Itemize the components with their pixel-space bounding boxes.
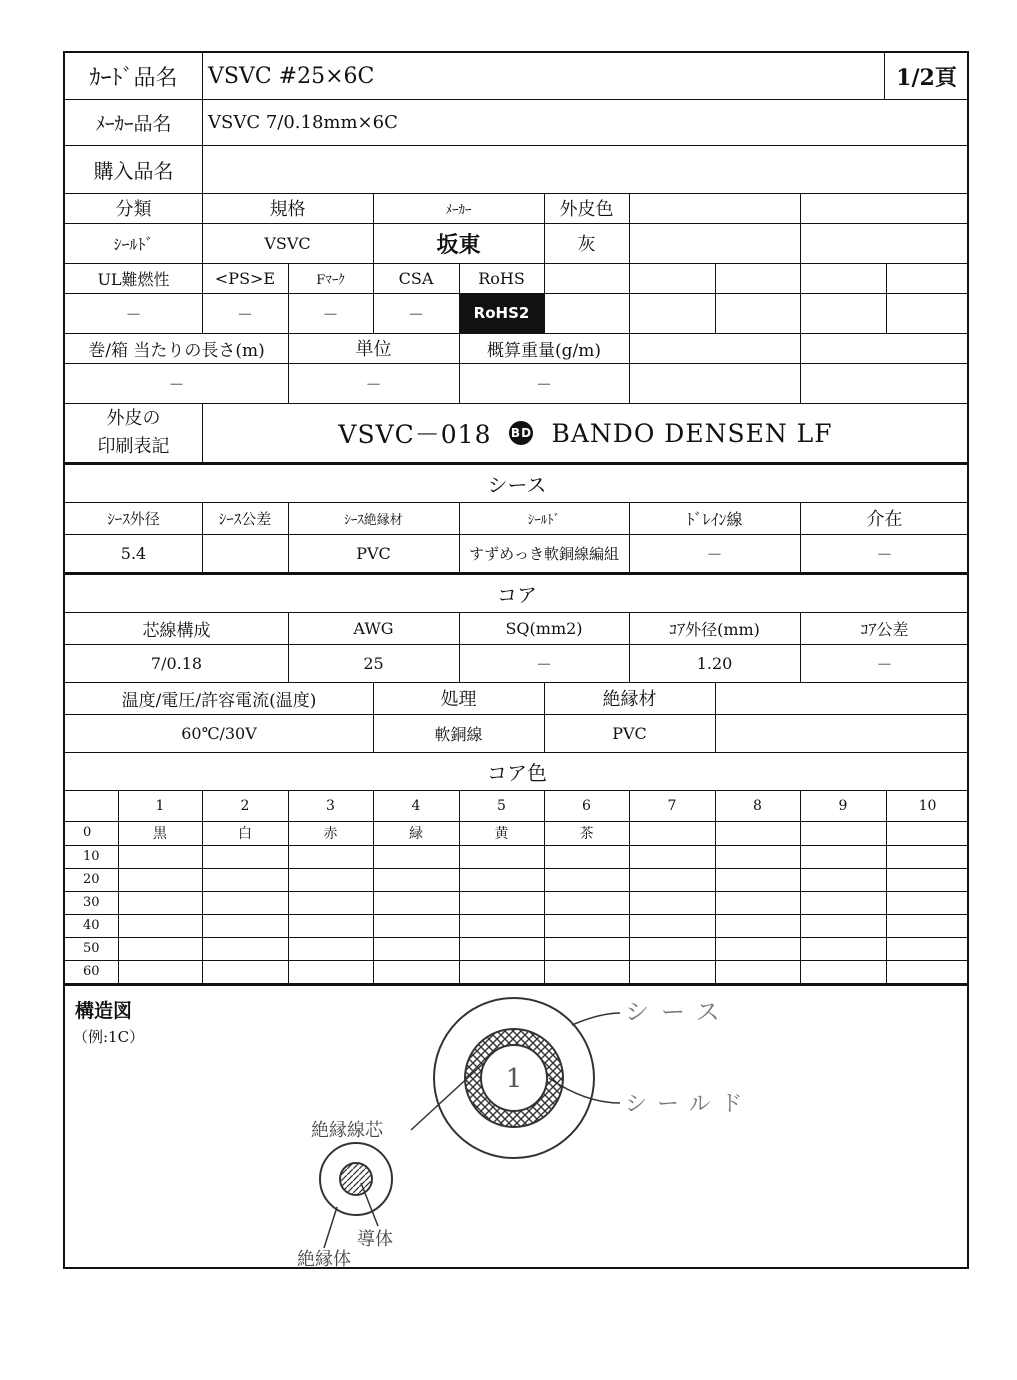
color-cell bbox=[288, 937, 373, 960]
grid-line bbox=[459, 612, 460, 682]
color-cell bbox=[202, 868, 288, 891]
label-insulator: 絶縁体 bbox=[297, 1249, 351, 1269]
color-cell bbox=[886, 914, 969, 937]
color-cell bbox=[544, 891, 629, 914]
cert-header-ul: UL難燃性 bbox=[97, 269, 170, 289]
sheath-header-drain: ﾄﾞﾚｲﾝ線 bbox=[686, 509, 743, 529]
color-cell bbox=[459, 914, 544, 937]
color-cell bbox=[118, 891, 202, 914]
label-conductor: 導体 bbox=[357, 1229, 393, 1250]
core-header-od: ｺｱ外径(mm) bbox=[669, 619, 760, 639]
core-header-rating: 温度/電圧/許容電流(温度) bbox=[121, 690, 317, 711]
color-cell bbox=[886, 868, 969, 891]
grid-line bbox=[288, 790, 289, 984]
color-cell bbox=[800, 914, 886, 937]
sheath-value-filler: － bbox=[876, 544, 893, 564]
color-cell bbox=[800, 891, 886, 914]
grid-line bbox=[202, 53, 203, 99]
grid-line bbox=[202, 502, 203, 573]
class-header-color: 外皮色 bbox=[559, 199, 614, 220]
grid-line bbox=[715, 263, 716, 333]
grid-line bbox=[800, 612, 801, 682]
color-col-header: 3 bbox=[326, 797, 335, 814]
card-name-label: ｶｰﾄﾞ品名 bbox=[89, 65, 178, 91]
color-cell bbox=[373, 937, 459, 960]
core-value-strand: 7/0.18 bbox=[150, 653, 203, 673]
color-row-label: 30 bbox=[83, 895, 100, 910]
color-row-label: 60 bbox=[83, 964, 100, 979]
color-cell bbox=[800, 868, 886, 891]
grid-line bbox=[800, 263, 801, 333]
color-row-label: 0 bbox=[83, 825, 92, 840]
roll-value-weight: － bbox=[535, 374, 552, 394]
sheath-header-od: ｼｰｽ外径 bbox=[107, 509, 160, 528]
maker-name-label: ﾒｰｶｰ品名 bbox=[95, 112, 172, 135]
structure-diagram bbox=[65, 983, 969, 1269]
grid-line bbox=[65, 682, 969, 683]
grid-line bbox=[544, 790, 545, 984]
grid-line bbox=[65, 145, 969, 146]
color-cell bbox=[886, 845, 969, 868]
color-col-header: 4 bbox=[411, 797, 421, 814]
color-cell bbox=[288, 914, 373, 937]
sheath-header-insulation: ｼｰｽ絶縁材 bbox=[344, 512, 403, 528]
color-cell bbox=[202, 891, 288, 914]
roll-header-weight: 概算重量(g/m) bbox=[487, 340, 601, 361]
cert-value-ul: － bbox=[125, 304, 142, 324]
class-value-color: 灰 bbox=[577, 234, 596, 255]
grid-line bbox=[65, 891, 969, 892]
grid-line bbox=[544, 263, 545, 333]
print-label-line1: 外皮の bbox=[106, 408, 161, 429]
roll-header-length: 巻/箱 当たりの長さ(m) bbox=[88, 340, 265, 361]
print-label bbox=[65, 403, 202, 463]
color-cell bbox=[118, 914, 202, 937]
core-header-insulation: 絶縁材 bbox=[602, 689, 657, 710]
core-header-tol: ｺｱ公差 bbox=[860, 619, 909, 639]
core-value-rating: 60℃/30V bbox=[181, 723, 257, 743]
sheath-value-od: 5.4 bbox=[120, 543, 147, 563]
color-cell bbox=[544, 937, 629, 960]
color-cell bbox=[715, 914, 800, 937]
purchase-name-label: 購入品名 bbox=[93, 158, 174, 183]
conductor-circle bbox=[340, 1163, 372, 1195]
grid-line bbox=[288, 333, 289, 403]
grid-line bbox=[373, 682, 374, 752]
color-cell bbox=[118, 868, 202, 891]
grid-line bbox=[65, 263, 969, 264]
roll-header-unit: 単位 bbox=[355, 339, 392, 360]
class-value-standard: VSVC bbox=[264, 233, 311, 253]
cable-cross-section bbox=[434, 998, 594, 1158]
grid-line bbox=[65, 293, 969, 294]
core-section-title: コア bbox=[497, 582, 537, 607]
class-header-standard: 規格 bbox=[269, 199, 306, 220]
grid-line bbox=[65, 333, 969, 334]
grid-line bbox=[715, 682, 716, 752]
grid-line bbox=[65, 612, 969, 613]
page-number: 1/2頁 bbox=[896, 64, 957, 91]
color-cell bbox=[202, 937, 288, 960]
color-col-header: 10 bbox=[918, 797, 937, 814]
grid-line bbox=[629, 790, 630, 984]
core-header-sq: SQ(mm2) bbox=[505, 618, 583, 638]
class-header-category: 分類 bbox=[115, 199, 152, 220]
grid-line bbox=[800, 502, 801, 573]
grid-line bbox=[715, 790, 716, 984]
color-cell bbox=[373, 891, 459, 914]
color-col-header: 6 bbox=[582, 797, 591, 814]
sheath-header-filler: 介在 bbox=[866, 509, 903, 530]
grid-line bbox=[65, 845, 969, 846]
color-cell bbox=[459, 868, 544, 891]
color-cell bbox=[715, 845, 800, 868]
color-col-header: 8 bbox=[753, 797, 762, 814]
spec-sheet bbox=[63, 51, 969, 1269]
color-cell bbox=[202, 960, 288, 983]
color-cell bbox=[886, 960, 969, 983]
grid-line bbox=[202, 403, 203, 463]
color-cell bbox=[459, 845, 544, 868]
core-detail bbox=[320, 1143, 392, 1215]
class-value-maker: 坂東 bbox=[436, 231, 481, 258]
color-cell bbox=[544, 914, 629, 937]
color-cell bbox=[629, 821, 715, 844]
color-cell: 黄 bbox=[494, 825, 509, 842]
print-label-line2: 印刷表記 bbox=[97, 436, 170, 457]
diagram-title: 構造図 bbox=[75, 1000, 133, 1022]
grid-line bbox=[65, 790, 969, 791]
color-cell bbox=[629, 845, 715, 868]
print-text-right: BANDO DENSEN LF bbox=[551, 418, 833, 448]
core-value-treatment: 軟銅線 bbox=[434, 724, 483, 744]
color-col-header: 7 bbox=[667, 797, 677, 814]
grid-line bbox=[629, 193, 630, 263]
cert-value-csa: － bbox=[407, 304, 424, 324]
cert-value-fmark: － bbox=[322, 304, 339, 324]
diagram-example: （例:1C） bbox=[73, 1028, 145, 1046]
sheath-value-insulation: PVC bbox=[356, 543, 391, 563]
color-cell bbox=[886, 821, 969, 844]
label-shield: シールド bbox=[625, 1092, 753, 1117]
color-cell bbox=[288, 960, 373, 983]
grid-line bbox=[800, 333, 801, 403]
grid-line bbox=[202, 99, 203, 193]
color-cell bbox=[800, 960, 886, 983]
grid-line bbox=[65, 644, 969, 645]
color-cell bbox=[715, 868, 800, 891]
maker-name-value: VSVC 7/0.18mm×6C bbox=[208, 111, 398, 133]
print-marking bbox=[202, 403, 969, 463]
core-header-treatment: 処理 bbox=[440, 689, 477, 710]
core-value-awg: 25 bbox=[363, 653, 384, 673]
grid-line bbox=[373, 193, 374, 263]
grid-line bbox=[202, 193, 203, 263]
color-cell bbox=[288, 845, 373, 868]
core-value-sq: － bbox=[535, 654, 552, 674]
grid-line bbox=[202, 790, 203, 984]
color-cell bbox=[373, 868, 459, 891]
label-insulated-core: 絶縁線芯 bbox=[311, 1120, 383, 1141]
grid-line bbox=[629, 502, 630, 573]
color-cell bbox=[459, 960, 544, 983]
color-col-header: 9 bbox=[838, 797, 848, 814]
grid-line bbox=[459, 263, 460, 333]
color-cell bbox=[886, 937, 969, 960]
sheath-value-shield: すずめっき軟銅線編組 bbox=[468, 544, 619, 563]
color-cell: 黒 bbox=[153, 825, 167, 842]
grid-line bbox=[884, 53, 885, 99]
sheath-header-shield: ｼｰﾙﾄﾞ bbox=[527, 512, 561, 528]
class-header-maker: ﾒｰｶｰ bbox=[445, 202, 472, 218]
color-cell: 茶 bbox=[579, 825, 594, 842]
color-cell bbox=[800, 937, 886, 960]
grid-line bbox=[288, 502, 289, 573]
color-cell bbox=[629, 868, 715, 891]
color-cell bbox=[715, 960, 800, 983]
color-cell bbox=[715, 821, 800, 844]
grid-line bbox=[65, 403, 969, 404]
color-col-header: 5 bbox=[497, 797, 506, 814]
grid-line bbox=[65, 983, 969, 986]
core-header-awg: AWG bbox=[353, 618, 394, 638]
grid-line bbox=[544, 193, 545, 263]
card-name-value: VSVC #25×6C bbox=[208, 63, 375, 89]
grid-line bbox=[65, 502, 969, 503]
grid-line bbox=[65, 960, 969, 961]
color-row-label: 10 bbox=[83, 849, 100, 864]
color-cell bbox=[715, 937, 800, 960]
cert-header-fmark: Fﾏｰｸ bbox=[316, 272, 345, 288]
color-cell bbox=[373, 914, 459, 937]
grid-line bbox=[373, 263, 374, 333]
class-value-category: ｼｰﾙﾄﾞ bbox=[113, 234, 154, 254]
core-header-strand: 芯線構成 bbox=[142, 620, 211, 641]
grid-line bbox=[886, 790, 887, 984]
color-cell bbox=[202, 914, 288, 937]
core-color-section-title: コア色 bbox=[487, 760, 547, 785]
sheath-header-tol: ｼｰｽ公差 bbox=[218, 509, 272, 528]
grid-line bbox=[65, 572, 969, 575]
bd-logo-icon: BD bbox=[509, 421, 533, 445]
sheath-value-drain: － bbox=[706, 544, 723, 564]
color-cell: 赤 bbox=[323, 825, 338, 842]
color-cell: 白 bbox=[238, 825, 252, 842]
color-cell bbox=[373, 845, 459, 868]
color-col-header: 1 bbox=[155, 797, 165, 814]
grid-line bbox=[65, 223, 969, 224]
color-cell bbox=[629, 914, 715, 937]
color-row-label: 40 bbox=[83, 918, 100, 933]
cert-value-pse: － bbox=[236, 304, 253, 324]
grid-line bbox=[65, 534, 969, 535]
color-cell bbox=[800, 845, 886, 868]
color-cell bbox=[118, 845, 202, 868]
grid-line bbox=[800, 790, 801, 984]
core-value-od: 1.20 bbox=[696, 653, 733, 673]
color-row-label: 50 bbox=[83, 941, 100, 956]
core-value-insulation: PVC bbox=[612, 723, 647, 743]
cert-header-pse: <PS>E bbox=[214, 268, 276, 288]
purchase-name-value bbox=[202, 145, 969, 193]
grid-line bbox=[288, 612, 289, 682]
color-cell bbox=[459, 891, 544, 914]
color-cell bbox=[544, 960, 629, 983]
grid-line bbox=[65, 821, 969, 822]
color-row-label: 20 bbox=[83, 872, 100, 887]
color-cell bbox=[118, 960, 202, 983]
color-cell bbox=[629, 937, 715, 960]
grid-line bbox=[629, 333, 630, 403]
grid-line bbox=[65, 714, 969, 715]
grid-line bbox=[288, 263, 289, 333]
grid-line bbox=[65, 193, 969, 194]
grid-line bbox=[629, 263, 630, 333]
color-cell bbox=[629, 891, 715, 914]
color-cell bbox=[118, 937, 202, 960]
color-cell bbox=[288, 891, 373, 914]
grid-line bbox=[800, 193, 801, 263]
core-value-tol: － bbox=[876, 654, 893, 674]
color-col-header: 2 bbox=[240, 797, 250, 814]
grid-line bbox=[629, 612, 630, 682]
color-cell bbox=[202, 845, 288, 868]
cert-header-rohs: RoHS bbox=[478, 268, 525, 288]
color-cell bbox=[373, 960, 459, 983]
grid-line bbox=[373, 790, 374, 984]
color-cell bbox=[629, 960, 715, 983]
sheath-value-tol bbox=[202, 534, 288, 572]
grid-line bbox=[886, 263, 887, 333]
color-cell: 緑 bbox=[409, 825, 423, 842]
grid-line bbox=[459, 333, 460, 403]
color-cell bbox=[459, 937, 544, 960]
label-sheath: シース bbox=[625, 998, 732, 1026]
color-cell bbox=[886, 891, 969, 914]
color-cell bbox=[544, 868, 629, 891]
core-number: 1 bbox=[505, 1064, 523, 1094]
rohs2-badge: RoHS2 bbox=[459, 293, 544, 333]
grid-line bbox=[118, 790, 119, 984]
grid-line bbox=[65, 914, 969, 915]
grid-line bbox=[65, 937, 969, 938]
grid-line bbox=[544, 682, 545, 752]
roll-value-length: － bbox=[168, 374, 185, 394]
grid-line bbox=[65, 752, 969, 753]
color-cell bbox=[544, 845, 629, 868]
print-text-left: VSVC－018 bbox=[338, 420, 492, 449]
grid-line bbox=[65, 99, 969, 100]
sheath-section-title: シース bbox=[487, 472, 547, 497]
grid-line bbox=[65, 462, 969, 465]
grid-line bbox=[65, 363, 969, 364]
roll-value-unit: － bbox=[365, 374, 382, 394]
color-cell bbox=[288, 868, 373, 891]
grid-line bbox=[459, 790, 460, 984]
grid-line bbox=[459, 502, 460, 573]
grid-line bbox=[65, 868, 969, 869]
color-cell bbox=[715, 891, 800, 914]
cert-header-csa: CSA bbox=[398, 268, 434, 288]
grid-line bbox=[202, 263, 203, 333]
color-cell bbox=[800, 821, 886, 844]
